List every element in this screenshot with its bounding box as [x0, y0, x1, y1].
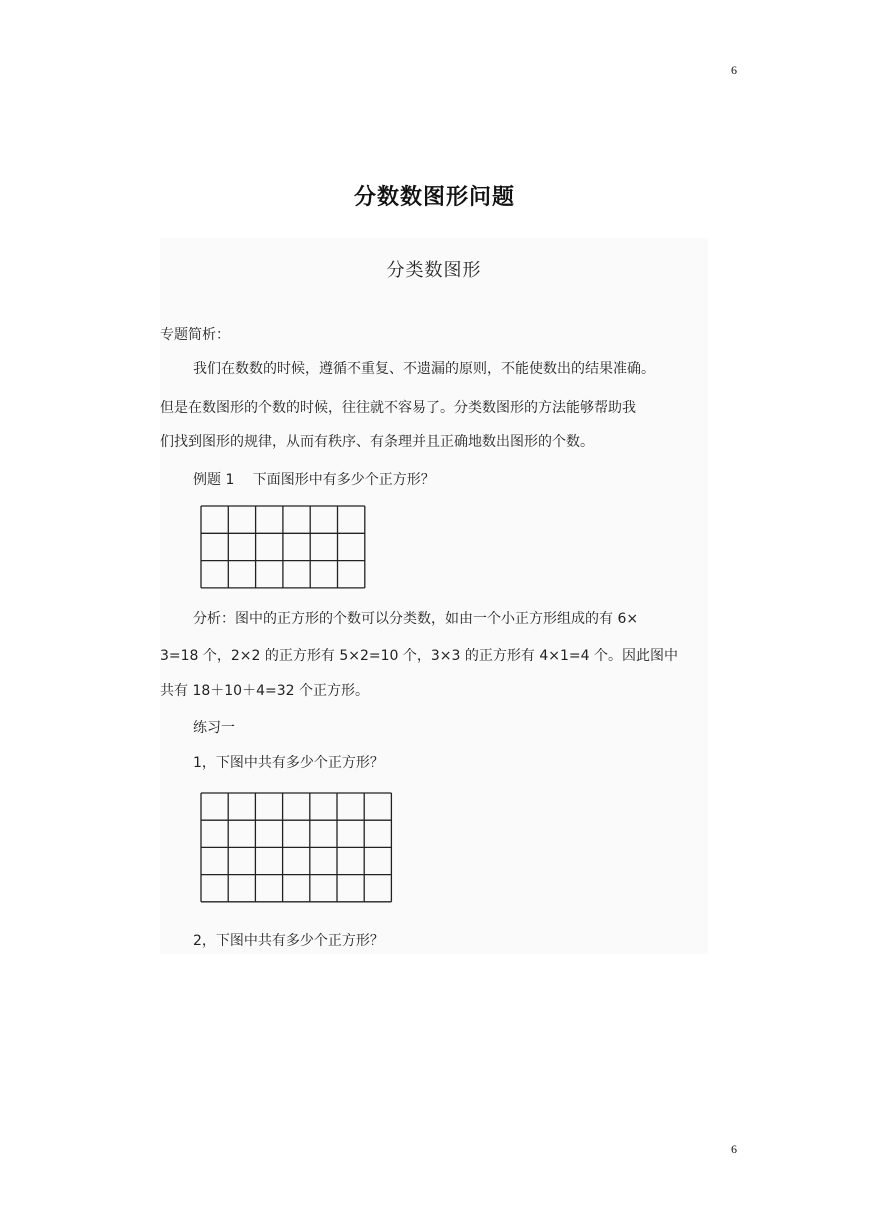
page-number-bottom: 6 [731, 1142, 737, 1156]
question-1: 1，下图中共有多少个正方形？ [193, 755, 384, 771]
example-1-square-grid [200, 505, 370, 591]
question-2: 2，下图中共有多少个正方形？ [193, 933, 384, 949]
analysis-line: 共有 18＋10＋4=32 个正方形。 [160, 683, 369, 699]
scanned-lesson-image [160, 238, 708, 954]
intro-label: 专题简析： [160, 327, 230, 343]
intro-paragraph-line: 们找到图形的规律，从而有秩序、有条理并且正确地数出图形的个数。 [160, 434, 594, 450]
example-1-title: 例题 1 下面图形中有多少个正方形？ [193, 472, 435, 488]
analysis-line: 3=18 个，2×2 的正方形有 5×2=10 个，3×3 的正方形有 4×1=4 个。因此图中 [160, 648, 678, 664]
section-title: 分类数图形 [386, 260, 482, 281]
analysis-line: 分析：图中的正方形的个数可以分类数，如由一个小正方形组成的有 6× [193, 611, 639, 627]
intro-paragraph-line: 我们在数数的时候，遵循不重复、不遗漏的原则，不能使数出的结果准确。 [193, 361, 655, 377]
question-1-square-grid [200, 792, 396, 905]
practice-title: 练习一 [193, 720, 235, 736]
page-number-top: 6 [731, 63, 737, 77]
intro-paragraph-line: 但是在数图形的个数的时候，往往就不容易了。分类数图形的方法能够帮助我 [160, 400, 636, 416]
document-title: 分数数图形问题 [353, 184, 515, 210]
